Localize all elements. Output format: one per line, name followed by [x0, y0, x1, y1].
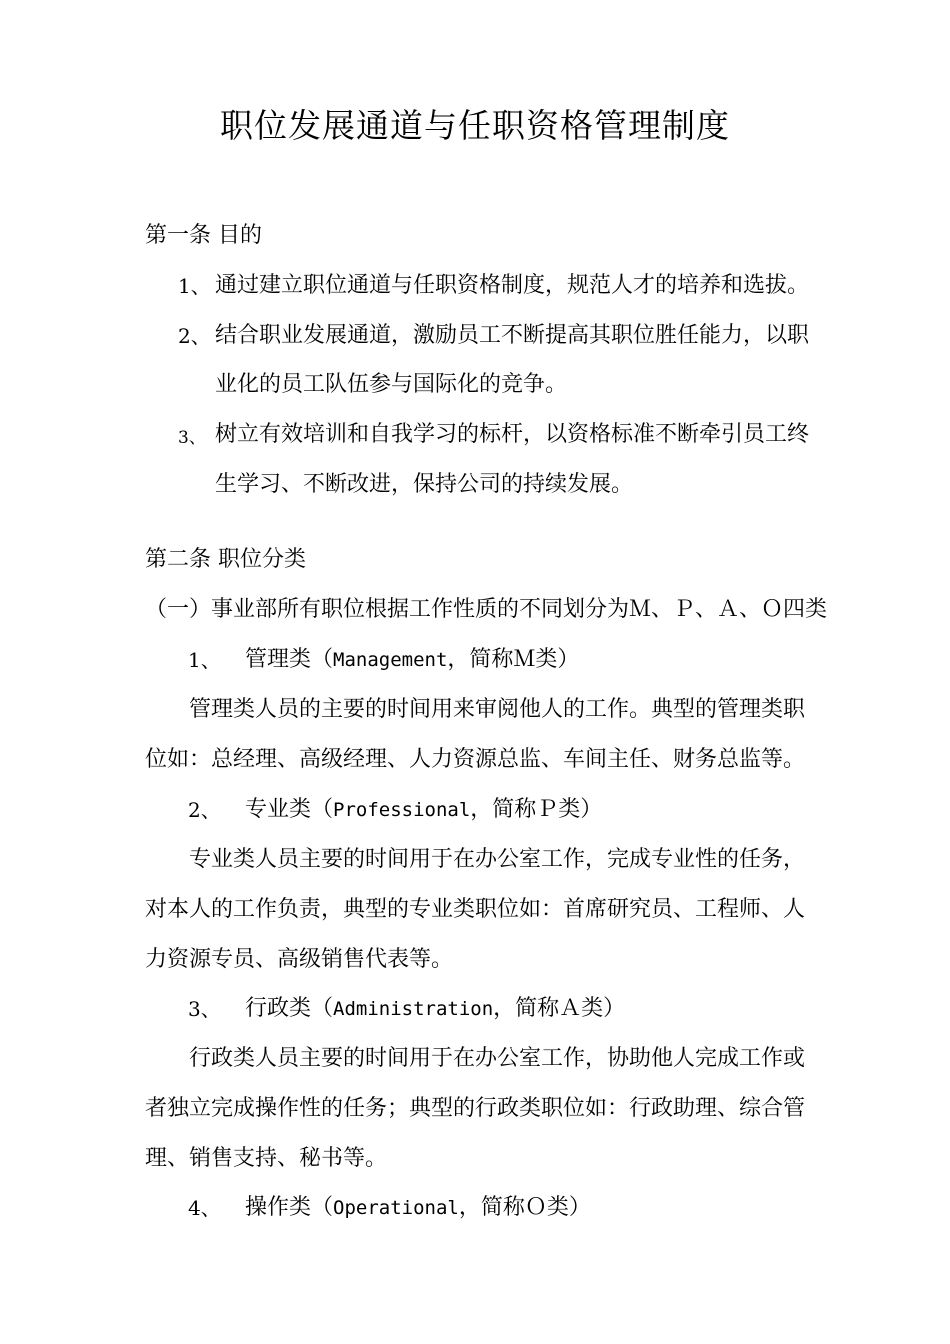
- item-3-text-line-1: 树立有效培训和自我学习的标杆，以资格标准不断牵引员工终: [215, 422, 810, 447]
- item-1-text: 通过建立职位通道与任职资格制度，规范人才的培养和选拔。: [215, 273, 810, 298]
- category-2-desc-line-2: 对本人的工作负责，典型的专业类职位如：首席研究员、工程师、人: [145, 897, 806, 922]
- item-3-number: 3、: [178, 428, 206, 448]
- item-3-text-line-2: 生学习、不断改进，保持公司的持续发展。: [215, 472, 634, 497]
- category-2-number: 2、: [188, 798, 221, 822]
- category-2-label-en: Professional: [333, 799, 471, 821]
- item-2-number: 2、: [178, 324, 211, 348]
- category-1-label-cn: 管理类（: [245, 647, 334, 672]
- category-4-label-tail: ，简称Ｏ类）: [458, 1195, 591, 1220]
- category-1-number: 1、: [188, 648, 221, 672]
- document-title: 职位发展通道与任职资格管理制度: [220, 106, 730, 145]
- category-1-label-tail: ，简称Ｍ类）: [447, 647, 580, 672]
- section-2-intro: （一）事业部所有职位根据工作性质的不同划分为Ｍ、Ｐ、Ａ、Ｏ四类: [145, 597, 828, 622]
- item-1-number: 1、: [178, 274, 211, 298]
- category-4-label: [245, 1193, 591, 1223]
- category-1-label-en: Management: [333, 649, 448, 671]
- category-3-desc-line-3: 理、销售支持、秘书等。: [145, 1146, 388, 1171]
- category-2-desc-line-3: 力资源专员、高级销售代表等。: [145, 947, 454, 972]
- section-1-heading: 第一条 目的: [145, 223, 262, 248]
- category-4-label-cn: 操作类（: [245, 1195, 334, 1220]
- category-3-label-tail: ，简称Ａ类）: [493, 996, 626, 1021]
- item-2-text-line-1: 结合职业发展通道，激励员工不断提高其职位胜任能力，以职: [215, 323, 810, 348]
- category-1-label: [245, 645, 579, 675]
- category-3-label-en: Administration: [333, 998, 494, 1020]
- category-2-desc-line-1: 专业类人员主要的时间用于在办公室工作，完成专业性的任务，: [189, 847, 806, 872]
- category-3-number: 3、: [188, 997, 221, 1021]
- category-2-label: [245, 795, 602, 825]
- item-2-text-line-2: 业化的员工队伍参与国际化的竞争。: [215, 372, 568, 397]
- category-3-desc-line-2: 者独立完成操作性的任务；典型的行政类职位如：行政助理、综合管: [145, 1096, 806, 1121]
- category-2-label-tail: ，简称Ｐ类）: [470, 797, 603, 822]
- category-3-label: [245, 994, 625, 1024]
- category-3-label-cn: 行政类（: [245, 996, 334, 1021]
- category-4-label-en: Operational: [333, 1197, 459, 1219]
- section-2-heading: 第二条 职位分类: [145, 547, 306, 572]
- category-4-number: 4、: [188, 1196, 221, 1220]
- category-1-desc-line-2: 位如：总经理、高级经理、人力资源总监、车间主任、财务总监等。: [145, 747, 806, 772]
- category-2-label-cn: 专业类（: [245, 797, 334, 822]
- category-1-desc-line-1: 管理类人员的主要的时间用来审阅他人的工作。典型的管理类职: [189, 697, 806, 722]
- category-3-desc-line-1: 行政类人员主要的时间用于在办公室工作，协助他人完成工作或: [189, 1046, 806, 1071]
